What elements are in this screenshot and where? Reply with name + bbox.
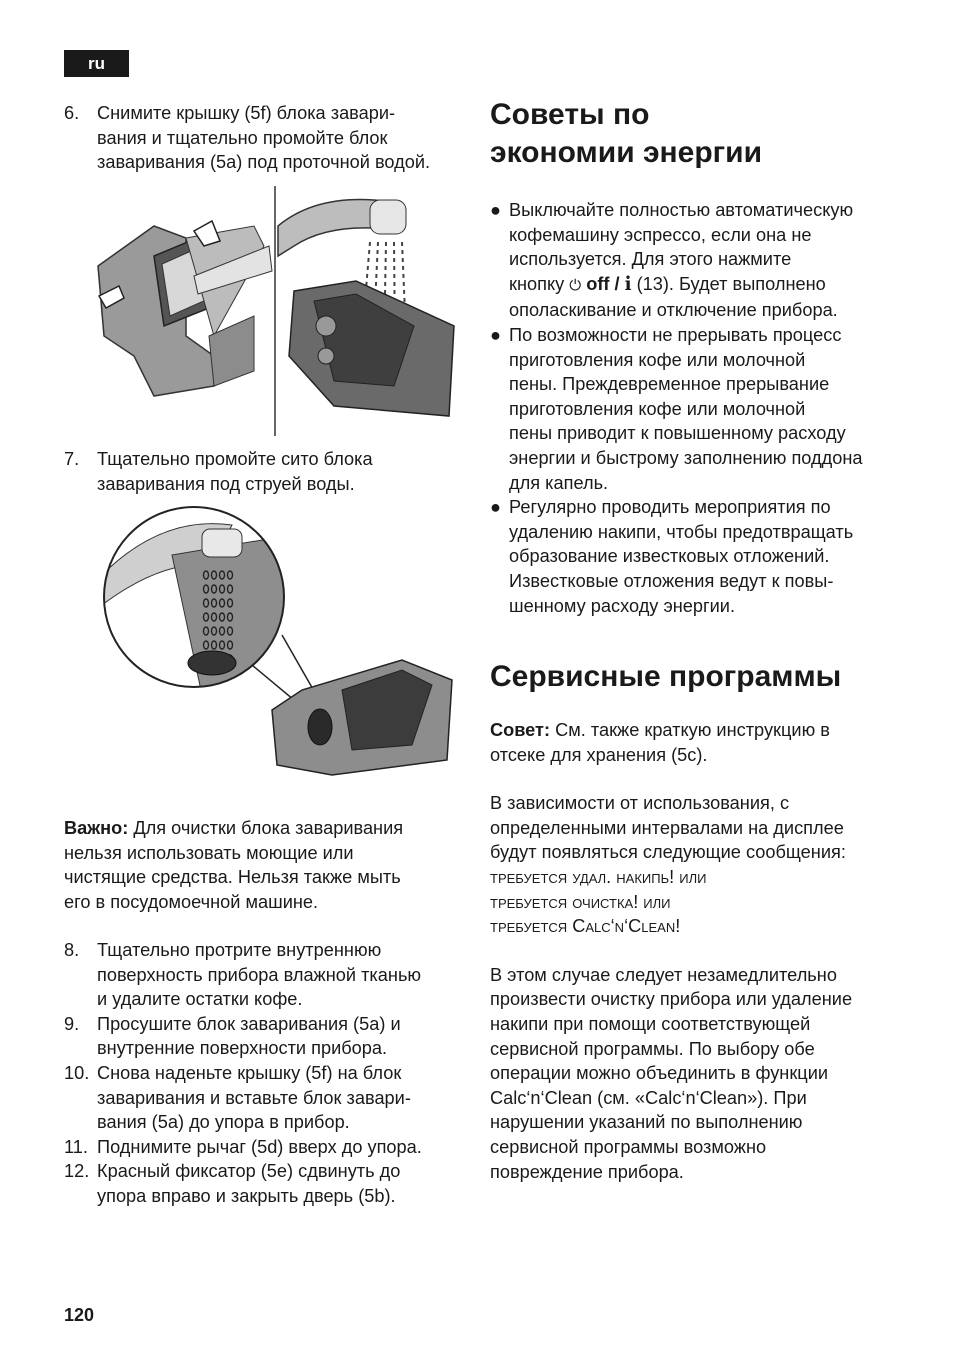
- para-line: определенными интервалами на дисплее: [490, 817, 844, 838]
- bullet-line: Известковые отложения ведут к повы-: [509, 570, 834, 591]
- para-line: операции можно объединить в функции: [490, 1063, 829, 1084]
- tip-line: отсеке для хранения (5c).: [490, 744, 708, 765]
- step-line: Просушите блок заваривания (5a) и: [97, 1013, 401, 1034]
- display-message: требуется удал. накипь!: [490, 867, 675, 888]
- display-message: требуется очистка!: [490, 891, 639, 912]
- page-number: 120: [64, 1305, 95, 1325]
- bullet-line: ополаскивание и отключение прибора.: [509, 300, 838, 321]
- right-column: [490, 96, 900, 1184]
- para-line: сервисной программы. По выбору обе: [490, 1038, 815, 1059]
- para-line: будут появляться следующие сообщения:: [490, 842, 846, 863]
- bullet-line: приготовления кофе или молочной: [509, 398, 806, 419]
- step-line: Поднимите рычаг (5d) вверх до упора.: [97, 1136, 422, 1157]
- para-line: В этом случае следует незамедлительно: [490, 964, 837, 985]
- note-line: чистящие средства. Нельзя также мыть: [64, 867, 401, 888]
- tip-label: Совет:: [490, 720, 551, 741]
- step-number: 7.: [64, 449, 80, 469]
- step-10: [64, 1061, 468, 1135]
- bullet-icon: ●: [490, 497, 501, 518]
- para-line: Calc‘n‘Clean (см. «Calc‘n‘Clean»). При: [490, 1087, 807, 1108]
- step-line: заваривания под струей воды.: [97, 473, 355, 494]
- para-line: В зависимости от использования, с: [490, 793, 790, 814]
- bullet-line: приготовления кофе или молочной: [509, 349, 806, 370]
- bullet-line: для капель.: [509, 472, 609, 493]
- step-line: и удалите остатки кофе.: [97, 989, 303, 1010]
- step-line: вания и тщательно промойте блок: [97, 127, 388, 148]
- para-line: сервисной программы возможно: [490, 1137, 767, 1157]
- bullet-line: Выключайте полностью автоматическую: [509, 200, 854, 220]
- bullet-item: [490, 323, 900, 495]
- bullet-icon: ●: [490, 324, 501, 345]
- step-number: 9.: [64, 1013, 80, 1034]
- step-number: 11.: [64, 1136, 88, 1157]
- bullet-line: пены. Преждевременное прерывание: [509, 374, 830, 395]
- bullet-item: [490, 198, 900, 323]
- bullet-line: образование известковых отложений.: [509, 546, 830, 567]
- info-i: i: [624, 273, 632, 295]
- step-8: [64, 938, 468, 1012]
- para-line: накипи при помощи соответствующей: [490, 1014, 811, 1035]
- step-line: Красный фиксатор (5e) сдвинуть до: [97, 1161, 401, 1182]
- note-line: его в посудомоечной машине.: [64, 891, 319, 912]
- bullet-item: [490, 495, 900, 618]
- step-line: Тщательно протрите внутреннюю: [97, 940, 382, 960]
- language-tag: ru: [64, 50, 129, 77]
- tip-paragraph: Совет: См. также краткую инструкцию в отсеке для хранения (5c).: [490, 718, 900, 767]
- note-line: нельзя использовать моющие или: [64, 842, 354, 863]
- bullet-line: энергии и быстрому заполнению поддона: [509, 447, 863, 468]
- heading-line: Советы по: [490, 98, 650, 131]
- bullet-line: используется. Для этого нажмите: [509, 249, 792, 270]
- step-line: вания (5a) до упора в прибор.: [97, 1112, 350, 1133]
- bullet-line: По возможности не прерывать процесс: [509, 324, 842, 345]
- off-label: off /: [581, 273, 625, 294]
- step-line: Снимите крышку (5f) блока завари-: [97, 103, 396, 123]
- power-icon: ⏻: [569, 276, 582, 294]
- step-line: упора вправо и закрыть дверь (5b).: [97, 1185, 396, 1206]
- important-label: Важно:: [64, 818, 129, 838]
- step-number: 10.: [64, 1062, 90, 1083]
- bullet-line: Регулярно проводить мероприятия по: [509, 497, 831, 518]
- bullet-line: шенному расходу энергии.: [509, 595, 736, 616]
- brew-unit-rinse-illustration: [94, 186, 464, 436]
- step-number: 8.: [64, 940, 80, 960]
- left-column: [64, 101, 468, 175]
- step-line: Снова наденьте крышку (5f) на блок: [97, 1062, 402, 1083]
- bullet-line: удалению накипи, чтобы предотвращать: [509, 521, 854, 542]
- note-line: Для очистки блока заваривания: [128, 818, 404, 838]
- sieve-rinse-illustration: [102, 505, 462, 790]
- display-message: требуется Calc‘n‘Clean!: [490, 916, 681, 937]
- step-9: [64, 1012, 468, 1061]
- bullet-line: кофемашину эспрессо, если она не: [509, 224, 812, 245]
- energy-tips-heading: [490, 96, 900, 172]
- step-number: 12.: [64, 1161, 90, 1182]
- step-number: 6.: [64, 103, 80, 123]
- step-7: [64, 447, 501, 496]
- important-note: [64, 816, 468, 914]
- step-line: заваривания и вставьте блок завари-: [97, 1087, 411, 1108]
- para-line: нарушении указаний по выполнению: [490, 1112, 803, 1133]
- step-12: [64, 1159, 468, 1208]
- bullet-icon: ●: [490, 200, 501, 220]
- step-6: [64, 101, 468, 175]
- para-line: произвести очистку прибора или удаление: [490, 989, 853, 1010]
- bullet-line: пены приводит к повышенному расходу: [509, 423, 846, 444]
- messages-paragraph: В зависимости от использования, с определенными интервалами на дисплее будут появляться следующие сообщения: требуется удал. накипь! или требуется очистка! или требуется Calc‘n‘Clean!: [490, 791, 900, 939]
- step-line: внутренние поверхности прибора.: [97, 1038, 388, 1059]
- step-line: заваривания (5a) под проточной водой.: [97, 152, 431, 173]
- step-line: Тщательно промойте сито блока: [97, 449, 373, 469]
- step-11: [64, 1135, 468, 1160]
- heading-line: экономии энергии: [490, 136, 763, 169]
- bullet-line: кнопку ⏻ off / i (13). Будет выполнено: [509, 273, 826, 295]
- service-paragraph: [490, 963, 900, 1184]
- service-programs-heading: Сервисные программы: [490, 660, 842, 694]
- steps-8-12: [64, 938, 468, 1209]
- para-line: повреждение прибора.: [490, 1161, 684, 1182]
- step-line: поверхность прибора влажной тканью: [97, 964, 422, 985]
